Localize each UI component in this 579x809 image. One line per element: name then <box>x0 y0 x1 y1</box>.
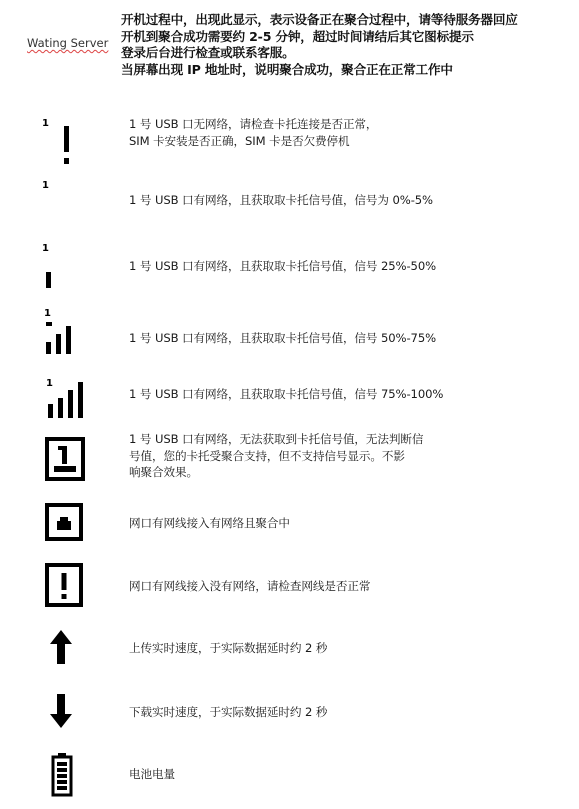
usb-index-label: 1 <box>42 243 49 254</box>
waiting-server-label: Wating Server <box>27 36 109 50</box>
row-line: 上传实时速度，于实际数据延时约 2 秒 <box>129 641 328 655</box>
row-description <box>129 578 370 595</box>
battery-icon <box>50 752 74 798</box>
arrow-up-icon <box>48 628 76 668</box>
row-description <box>129 704 327 721</box>
row-description <box>129 192 433 209</box>
row-description <box>129 330 436 347</box>
header-description <box>121 12 576 78</box>
row-line: 响聚合效果。 <box>129 465 198 479</box>
sim-no-network-icon <box>56 124 76 166</box>
header-line: 当屏幕出现 IP 地址时，说明聚合成功，聚合正在正常工作中 <box>121 61 453 77</box>
row-description <box>129 431 423 481</box>
row-description <box>129 766 175 783</box>
usb-index-label: 1 <box>46 378 53 389</box>
row-description <box>129 515 290 532</box>
usb-index-label: 1 <box>42 180 49 191</box>
usb-index-label: 1 <box>42 118 49 129</box>
alert-box-icon <box>44 562 88 610</box>
row-line: 1 号 USB 口有网络，且获取取卡托信号值，信号 75%-100% <box>129 387 444 401</box>
row-line: 网口有网线接入没有网络，请检查网线是否正常 <box>129 579 371 593</box>
usb-index-label: 1 <box>44 308 51 319</box>
row-line: 电池电量 <box>129 767 175 781</box>
header-line: 开机到聚合成功需要约 2-5 分钟，超过时间请结后其它图标提示 <box>121 28 474 44</box>
row-description <box>129 258 436 275</box>
row-line: 1 号 USB 口有网络，且获取取卡托信号值，信号 25%-50% <box>129 259 437 273</box>
row-line: 1 号 USB 口有网络，无法获取到卡托信号值，无法判断信 <box>129 432 424 446</box>
row-line: 1 号 USB 口无网络，请检查卡托连接是否正常， <box>129 117 378 131</box>
signal-0-icon <box>44 190 84 210</box>
signal-3-icon <box>44 318 84 358</box>
row-line: 下载实时速度，于实际数据延时约 2 秒 <box>129 705 328 719</box>
row-description <box>129 386 443 403</box>
row-line: 1 号 USB 口有网络，且获取取卡托信号值，信号为 0%-5% <box>129 193 433 207</box>
row-line: SIM 卡安装是否正确，SIM 卡是否欠费停机 <box>129 133 350 148</box>
signal-4-icon <box>44 378 94 422</box>
arrow-down-icon <box>48 692 76 732</box>
signal-1-icon <box>44 256 84 292</box>
ethernet-box-icon <box>44 502 88 546</box>
row-line: 号值，您的卡托受聚合支持，但不支持信号显示。不影 <box>129 448 405 463</box>
row-line: 网口有网线接入有网络且聚合中 <box>129 516 290 530</box>
row-description <box>129 116 377 149</box>
header-line: 开机过程中，出现此显示，表示设备正在聚合过程中，请等待服务器回应 <box>121 12 518 27</box>
row-description <box>129 640 327 657</box>
header-line: 登录后台进行检查或联系客服。 <box>121 45 295 60</box>
row-line: 1 号 USB 口有网络，且获取取卡托信号值，信号 50%-75% <box>129 331 437 345</box>
usb-port-box-icon <box>44 436 88 484</box>
